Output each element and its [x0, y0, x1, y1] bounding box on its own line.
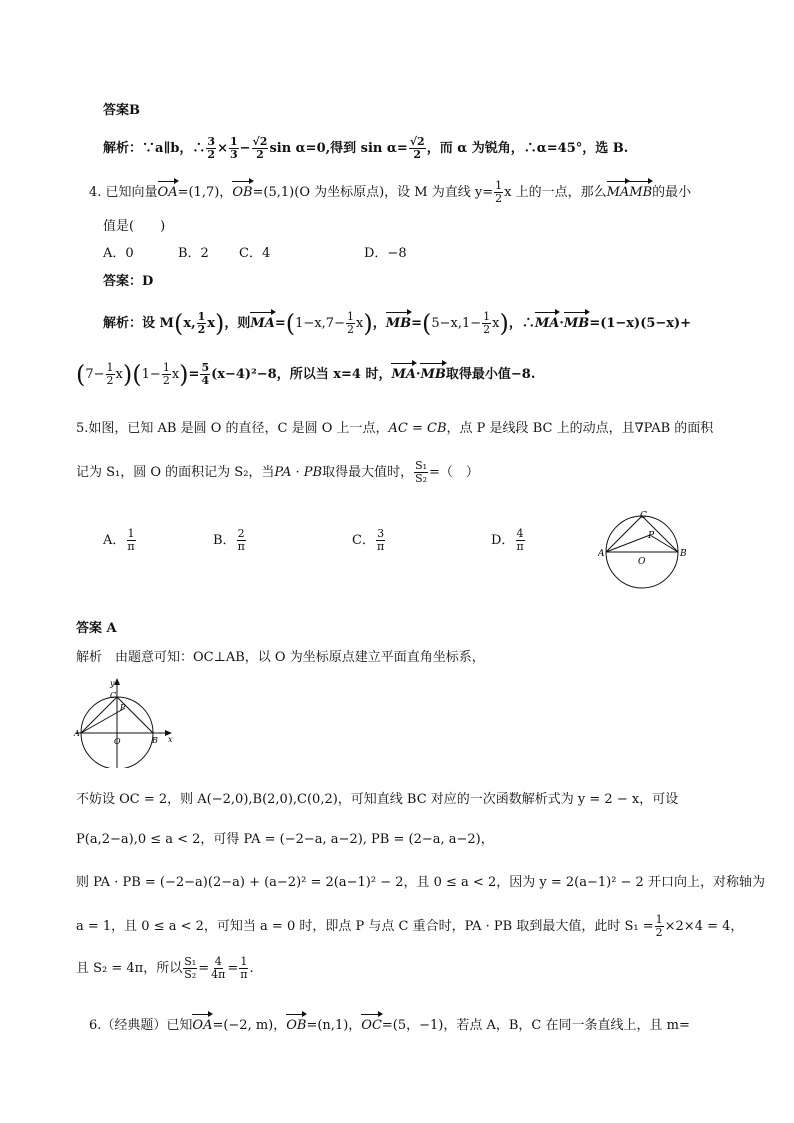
option-b: B．2 — [178, 246, 209, 261]
answer-label: 答案B — [103, 103, 140, 118]
label-a: A — [598, 549, 605, 559]
answer-label: 答案 A — [76, 621, 117, 636]
solution-q5-line5: a = 1，且 0 ≤ a < 2，可知当 a = 0 时，即点 P 与点 C 重合时，PA · PB 取到最大值，此时 S₁ = $\frac{1}{2}$ ×2×4 = 4， — [76, 913, 744, 939]
label-c: C — [640, 511, 647, 521]
solution-q4-line1: 解析：设 M(x, $\frac{1}{2}$ x)，则MA=(1−x,7− $\frac{1}{2}$ x)，MB=(5−x,1− $\frac{1}{2}$ x)，∴MA·MB=(1−x)(5−x)+ — [103, 309, 692, 338]
label-b: B — [152, 736, 158, 745]
label-o: O — [114, 737, 121, 746]
question-4-line2: 值是( ) — [103, 219, 166, 234]
solution-q4-line2: (7− $\frac{1}{2}$ x)(1− $\frac{1}{2}$ x)= $\frac{5}{4}$ (x−4)²−8，所以当 x=4 时，MA·MB取得最小值−8. — [76, 360, 536, 389]
coordinate-diagram — [72, 676, 177, 768]
solution-q5-line1: 解析 由题意可知：OC⊥AB，以 O 为坐标原点建立平面直角坐标系， — [76, 650, 485, 665]
option-a: A． $\frac{1}{\pi}$ — [103, 527, 135, 553]
vector-ob: OB — [232, 182, 252, 204]
question-5-line1: 5.如图，已知 AB 是圆 O 的直径，C 是圆 O 上一点，AC = CB，点 P 是线段 BC 上的动点，且∇PAB 的面积 — [76, 421, 714, 436]
question-5-line2: 记为 S₁，圆 O 的面积记为 S₂，当PA · PB取得最大值时， $\frac{\text{S₁}}{\text{S₂}}$ =（ ） — [76, 459, 479, 485]
option-b: B． $\frac{2}{\pi}$ — [213, 527, 245, 553]
label-y: y — [110, 679, 115, 688]
label-b: B — [680, 549, 687, 559]
option-d: D．−8 — [364, 246, 407, 261]
label-p: P — [120, 703, 126, 712]
answer-label: 答案：D — [103, 274, 154, 289]
solution-q5-line4: 则 PA · PB = (−2−a)(2−a) + (a−2)² = 2(a−1)² − 2，且 0 ≤ a < 2，因为 y = 2(a−1)² − 2 开口向上，对称轴为 — [76, 875, 765, 890]
label-p: P — [648, 531, 655, 541]
label-c: C — [110, 691, 117, 700]
solution-q5-line3: P(a,2−a),0 ≤ a < 2，可得 PA = (−2−a, a−2), PB = (2−a, a−2)， — [76, 832, 494, 847]
question-4: 4. 已知向量OA=(1,7)，OB=(5,1)(O 为坐标原点)，设 M 为直线 y= $\frac{1}{2}$ x 上的一点，那么MAMB的最小 — [89, 179, 692, 205]
solution-q3: 解析：∵a∥b，∴ $\frac{3}{2}$ × $\frac{1}{3}$ − $\frac{√2}{2}$ sin α=0,得到 sin α= $\frac{√2}{2}$ ，而 α 为锐角，∴α=45°，选 B. — [103, 135, 629, 161]
option-c: C．4 — [239, 246, 271, 261]
circle-diagram — [598, 510, 688, 590]
label-x: x — [168, 735, 173, 744]
question-6: 6.（经典题）已知OA=(−2, m)，OB=(n,1)，OC=(5，−1)，若点 A，B，C 在同一条直线上，且 m= — [89, 1015, 690, 1037]
label-a: A — [74, 729, 80, 738]
vector-ma: MA — [607, 182, 630, 204]
label-o: O — [638, 557, 646, 567]
solution-q5-line2: 不妨设 OC = 2，则 A(−2,0),B(2,0),C(0,2)，可知直线 BC 对应的一次函数解析式为 y = 2 − x，可设 — [76, 792, 679, 807]
vector-mb: MB — [629, 182, 652, 204]
solution-q5-line6: 且 S₂ = 4π，所以 $\frac{\text{S₁}}{\text{S₂}}$ = $\frac{4}{4\pi}$ = $\frac{1}{\pi}$ . — [76, 955, 254, 981]
option-d: D． $\frac{4}{\pi}$ — [491, 527, 524, 553]
solution-label: 解析： — [103, 141, 143, 156]
option-c: C． $\frac{3}{\pi}$ — [352, 527, 385, 553]
option-a: A．0 — [103, 246, 134, 261]
vector-oa: OA — [158, 182, 178, 204]
